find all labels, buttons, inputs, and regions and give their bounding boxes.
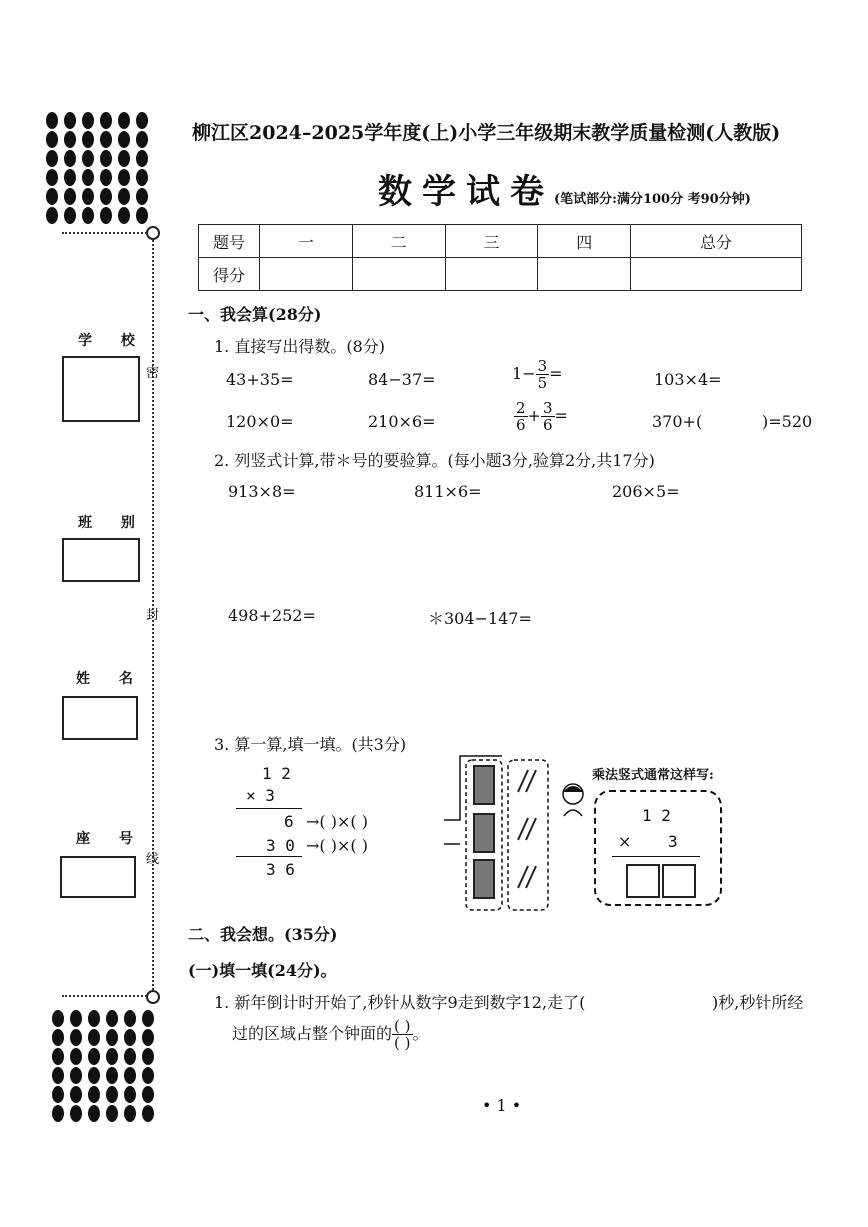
seal-char-2: 封: [146, 608, 160, 623]
seal-char-3: 线: [146, 852, 160, 867]
binding-dot: [136, 169, 148, 186]
binding-dot: [52, 1010, 64, 1027]
blank-row-1[interactable]: →( )×( ): [306, 812, 368, 831]
binding-dot: [118, 131, 130, 148]
punch-hole-bottom: [146, 990, 160, 1004]
col-4: 四: [538, 225, 631, 258]
period: 。: [412, 1024, 429, 1043]
class-label: 班 别: [78, 515, 147, 531]
binding-dot: [46, 112, 58, 129]
class-field[interactable]: [62, 538, 140, 582]
vert-rule-2: [236, 856, 302, 857]
binding-dot: [124, 1067, 136, 1084]
binding-dot: [82, 131, 94, 148]
calc-item-6: 210×6=: [368, 412, 436, 431]
vertical-calc-2: 811×6=: [414, 482, 482, 501]
binding-dot: [88, 1105, 100, 1122]
vert-rule-1: [236, 808, 302, 809]
binding-dot: [46, 188, 58, 205]
q1-title: 1. 直接写出得数。(8分): [214, 337, 386, 356]
binding-dot: [124, 1105, 136, 1122]
binding-dot: [118, 188, 130, 205]
calc-item-3: [512, 358, 563, 391]
binding-dot: [106, 1105, 118, 1122]
binding-dot: [142, 1048, 154, 1065]
score-cell-total[interactable]: [631, 258, 802, 291]
vertical-calc-3: 206×5=: [612, 482, 680, 501]
vertical-calc-1: 913×8=: [228, 482, 296, 501]
binding-dot: [142, 1029, 154, 1046]
binding-dot: [124, 1010, 136, 1027]
child-avatar-icon: [558, 780, 588, 820]
binding-dot: [52, 1048, 64, 1065]
binding-dot: [118, 150, 130, 167]
binding-dot: [142, 1105, 154, 1122]
example-row-2: 3: [668, 832, 678, 851]
seat-label: 座 号: [76, 831, 145, 847]
score-cell-1[interactable]: [260, 258, 353, 291]
binding-dot: [64, 207, 76, 224]
vert-row-4: 3 0: [266, 836, 295, 855]
calc-item-8-right: )=520: [762, 412, 813, 431]
binding-dot: [100, 207, 112, 224]
fold-line-bottom: [62, 995, 150, 997]
binding-dot: [100, 150, 112, 167]
plus: +: [527, 406, 541, 425]
vertical-calc-5: ＊304−147=: [428, 609, 532, 628]
vert-row-3: 6: [284, 812, 294, 831]
s2-q1-line2-text: 过的区域占整个钟面的: [232, 1024, 393, 1043]
q3-title: 3. 算一算,填一填。(共3分): [214, 735, 407, 754]
row-label-score: 得分: [199, 258, 260, 291]
binding-dot: [70, 1086, 82, 1103]
binding-dot: [64, 188, 76, 205]
exam-subtitle: (笔试部分:满分100分 考90分钟): [554, 192, 751, 207]
binding-dot: [106, 1029, 118, 1046]
binding-dot: [100, 112, 112, 129]
binding-dot: [100, 131, 112, 148]
binding-dot: [100, 169, 112, 186]
binding-dot: [106, 1086, 118, 1103]
name-label: 姓 名: [76, 671, 145, 687]
punch-hole-top: [146, 226, 160, 240]
binding-dot: [88, 1067, 100, 1084]
binding-dot: [82, 169, 94, 186]
binding-dot: [52, 1086, 64, 1103]
blank-numerator[interactable]: ( ): [394, 1017, 411, 1035]
numerator: 2: [516, 399, 526, 417]
col-1: 一: [260, 225, 353, 258]
binding-dot: [70, 1029, 82, 1046]
calc-item-2: 84−37=: [368, 370, 436, 389]
binding-dot: [106, 1010, 118, 1027]
score-cell-3[interactable]: [445, 258, 538, 291]
s2-q1-line1-end: )秒,秒针所经: [712, 993, 804, 1012]
binding-dot: [82, 188, 94, 205]
vert-row-1: 1 2: [262, 764, 291, 783]
fraction-3-6: [541, 400, 555, 433]
blank-denominator[interactable]: ( ): [394, 1034, 411, 1052]
seat-field[interactable]: [60, 856, 136, 898]
school-label: 学 校: [78, 333, 147, 349]
vert-row-5: 3 6: [266, 860, 295, 879]
binding-dot: [52, 1029, 64, 1046]
binding-dot: [64, 131, 76, 148]
equals: =: [549, 364, 563, 383]
binding-dot: [118, 112, 130, 129]
q2-title: 2. 列竖式计算,带＊号的要验算。(每小题3分,验算2分,共17分): [214, 451, 655, 470]
binding-dot: [124, 1029, 136, 1046]
binding-dot: [64, 112, 76, 129]
s2-q1-line2: [232, 1018, 429, 1051]
vert-row-2: × 3: [246, 786, 275, 805]
binding-dot: [70, 1105, 82, 1122]
binding-dot: [88, 1010, 100, 1027]
binding-dot: [70, 1048, 82, 1065]
speech-text: 乘法竖式通常这样写:: [592, 768, 714, 783]
exam-header: 柳江区2024–2025学年度(上)小学三年级期末教学质量检测(人教版): [192, 122, 781, 144]
row-label-number: 题号: [199, 225, 260, 258]
binding-dot: [64, 169, 76, 186]
calc-item-1: 43+35=: [226, 370, 294, 389]
binding-dot: [118, 169, 130, 186]
binding-dot: [52, 1105, 64, 1122]
binding-dot: [136, 112, 148, 129]
calc-item-3-prefix: 1−: [512, 364, 536, 383]
calc-item-7: [514, 400, 568, 433]
binding-dot: [118, 207, 130, 224]
school-field[interactable]: [62, 356, 140, 422]
numerator: 3: [537, 357, 548, 375]
s2-q1-line1: 1. 新年倒计时开始了,秒针从数字9走到数字12,走了(: [214, 993, 586, 1012]
binding-dot: [136, 150, 148, 167]
example-row-1: 1 2: [642, 806, 671, 825]
col-total: 总分: [631, 225, 802, 258]
binding-dot: [142, 1010, 154, 1027]
section2-sub: (一)填一填(24分)。: [188, 961, 337, 980]
calc-item-4: 103×4=: [654, 370, 722, 389]
binding-dot: [46, 131, 58, 148]
col-2: 二: [352, 225, 445, 258]
col-3: 三: [445, 225, 538, 258]
answer-box-1[interactable]: [626, 864, 660, 898]
binding-dot: [106, 1048, 118, 1065]
binding-dot: [82, 207, 94, 224]
vertical-calc-4: 498+252=: [228, 606, 316, 625]
fraction-3-5: [536, 358, 550, 391]
binding-dot: [136, 207, 148, 224]
binding-dot: [136, 131, 148, 148]
answer-box-2[interactable]: [662, 864, 696, 898]
denominator: 5: [537, 374, 548, 392]
score-cell-4[interactable]: [538, 258, 631, 291]
calc-item-8-left: 370+(: [652, 412, 703, 431]
example-rule: [612, 856, 700, 857]
fold-line-top: [62, 232, 150, 234]
binding-dot: [88, 1086, 100, 1103]
binding-dot: [142, 1086, 154, 1103]
binding-dot: [124, 1086, 136, 1103]
score-cell-2[interactable]: [352, 258, 445, 291]
binding-dot: [88, 1029, 100, 1046]
calc-item-5: 120×0=: [226, 412, 294, 431]
stick-bundles-illustration: [438, 752, 558, 914]
binding-dot: [46, 207, 58, 224]
denominator: 6: [542, 416, 553, 434]
binding-dot: [136, 188, 148, 205]
binding-dot: [124, 1048, 136, 1065]
binding-dot: [106, 1067, 118, 1084]
score-table: [198, 224, 802, 291]
page-number: • 1 •: [482, 1096, 522, 1115]
binding-dot: [82, 150, 94, 167]
binding-dot: [70, 1067, 82, 1084]
binding-dot: [82, 112, 94, 129]
binding-dots-top: [46, 112, 150, 224]
binding-dot: [70, 1010, 82, 1027]
denominator: 6: [516, 416, 526, 434]
numerator: 3: [542, 399, 553, 417]
binding-dot: [142, 1067, 154, 1084]
section2-heading: 二、我会想。(35分): [188, 925, 338, 944]
fraction-2-6: [514, 400, 528, 433]
binding-dot: [52, 1067, 64, 1084]
blank-fraction[interactable]: [392, 1018, 412, 1051]
binding-dot: [46, 150, 58, 167]
name-field[interactable]: [62, 696, 138, 740]
binding-dot: [46, 169, 58, 186]
binding-dot: [100, 188, 112, 205]
binding-dot: [88, 1048, 100, 1065]
equals: =: [554, 406, 568, 425]
binding-dots-bottom: [52, 1010, 156, 1122]
main-title: 数学试卷: [378, 172, 554, 212]
example-times: ×: [618, 832, 632, 851]
section1-heading: 一、我会算(28分): [188, 305, 322, 324]
seal-char-1: 密: [146, 366, 160, 381]
blank-row-2[interactable]: →( )×( ): [306, 836, 368, 855]
binding-dot: [64, 150, 76, 167]
